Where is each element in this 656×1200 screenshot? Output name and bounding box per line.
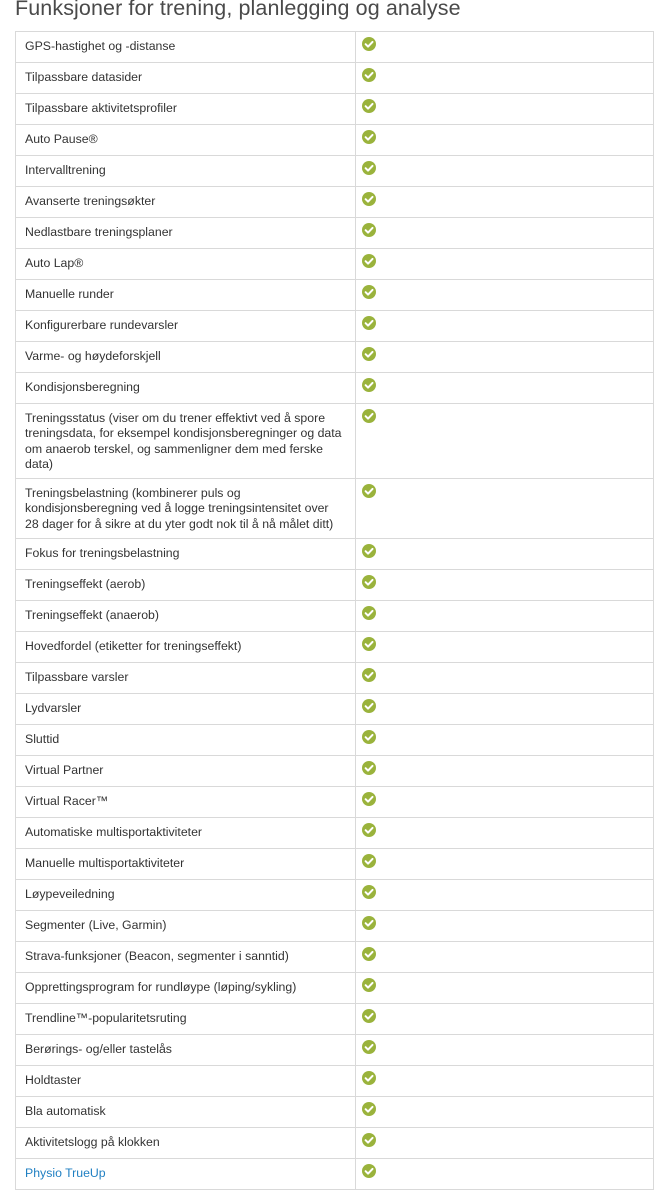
feature-name-cell (16, 570, 356, 601)
support-cell (356, 973, 654, 1004)
table-row (16, 601, 654, 632)
table-row (16, 632, 654, 663)
feature-label: Treningsbelastning (kombinerer puls og kondisjonsberegning ved å logge treningsintensitet over 28 dager for å sikre at du yter godt nok til å nå målet ditt) (25, 486, 334, 531)
feature-name-cell (16, 1128, 356, 1159)
feature-label: Sluttid (25, 732, 60, 747)
feature-name-cell (16, 880, 356, 911)
check-circle-icon (362, 823, 376, 837)
feature-label: Auto Lap® (25, 256, 84, 270)
support-cell (356, 1004, 654, 1035)
support-cell (356, 942, 654, 973)
feature-name-cell (16, 787, 356, 818)
check-circle-icon (362, 37, 376, 51)
support-cell (356, 125, 654, 156)
support-cell (356, 539, 654, 570)
feature-label: Konfigurerbare rundevarsler (25, 318, 179, 332)
feature-name-cell (16, 818, 356, 849)
table-row (16, 63, 654, 94)
feature-label: Aktivitetslogg på klokken (25, 1135, 160, 1150)
feature-label: Tilpassbare varsler (25, 670, 129, 685)
feature-label: Treningseffekt (aerob) (25, 577, 146, 592)
table-row (16, 787, 654, 818)
check-circle-icon (362, 916, 376, 930)
feature-label: Segmenter (Live, Garmin) (25, 918, 167, 933)
check-circle-icon (362, 1040, 376, 1054)
check-circle-icon (362, 192, 376, 206)
feature-label: Trendline™-popularitetsruting (25, 1011, 187, 1026)
check-circle-icon (362, 1102, 376, 1116)
check-circle-icon (362, 978, 376, 992)
feature-name-cell (16, 373, 356, 404)
table-row (16, 539, 654, 570)
feature-label: Kondisjonsberegning (25, 380, 140, 394)
check-circle-icon (362, 254, 376, 268)
feature-label: Bla automatisk (25, 1104, 106, 1119)
feature-label: Opprettingsprogram for rundløype (løping/sykling) (25, 980, 297, 995)
table-row (16, 911, 654, 942)
support-cell (356, 249, 654, 280)
support-cell (356, 1066, 654, 1097)
table-row (16, 756, 654, 787)
feature-link[interactable]: Physio TrueUp (25, 1166, 106, 1181)
feature-label: Hovedfordel (etiketter for treningseffekt) (25, 639, 242, 654)
support-cell (356, 187, 654, 218)
table-row (16, 94, 654, 125)
check-circle-icon (362, 947, 376, 961)
table-row (16, 725, 654, 756)
features-table-body (16, 32, 654, 1190)
feature-label: Tilpassbare aktivitetsprofiler (25, 101, 177, 115)
features-table (15, 31, 654, 1190)
feature-name-cell (16, 404, 356, 479)
feature-name-cell (16, 663, 356, 694)
support-cell (356, 756, 654, 787)
check-circle-icon (362, 606, 376, 620)
check-circle-icon (362, 68, 376, 82)
feature-label: Løypeveiledning (25, 887, 115, 902)
feature-name-cell (16, 94, 356, 125)
feature-name-cell (16, 280, 356, 311)
feature-name-cell (16, 973, 356, 1004)
feature-name-cell (16, 1004, 356, 1035)
check-circle-icon (362, 347, 376, 361)
check-circle-icon (362, 668, 376, 682)
support-cell (356, 632, 654, 663)
check-circle-icon (362, 854, 376, 868)
feature-name-cell (16, 725, 356, 756)
table-row (16, 1097, 654, 1128)
feature-name-cell (16, 942, 356, 973)
feature-name-cell (16, 1066, 356, 1097)
table-row (16, 880, 654, 911)
support-cell (356, 311, 654, 342)
check-circle-icon (362, 885, 376, 899)
table-row (16, 849, 654, 880)
support-cell (356, 787, 654, 818)
check-circle-icon (362, 544, 376, 558)
check-circle-icon (362, 699, 376, 713)
table-row (16, 1004, 654, 1035)
feature-link-cell (16, 1159, 356, 1190)
check-circle-icon (362, 637, 376, 651)
check-circle-icon (362, 1133, 376, 1147)
feature-label: Manuelle runder (25, 287, 114, 301)
feature-label: Auto Pause® (25, 132, 98, 146)
table-row (16, 280, 654, 311)
feature-name-cell (16, 694, 356, 725)
table-row (16, 818, 654, 849)
table-row (16, 373, 654, 404)
check-circle-icon (362, 792, 376, 806)
feature-name-cell (16, 342, 356, 373)
support-cell (356, 570, 654, 601)
table-row (16, 694, 654, 725)
table-row (16, 311, 654, 342)
feature-label: Berørings- og/eller tastelås (25, 1042, 172, 1057)
support-cell (356, 725, 654, 756)
section-title: Funksjoner for trening, planlegging og analyse (15, 0, 461, 20)
feature-name-cell (16, 479, 356, 539)
feature-name-cell (16, 125, 356, 156)
table-row (16, 973, 654, 1004)
feature-label: Lydvarsler (25, 701, 82, 716)
feature-name-cell (16, 63, 356, 94)
table-row (16, 663, 654, 694)
feature-label: Strava-funksjoner (Beacon, segmenter i sanntid) (25, 949, 289, 964)
support-cell (356, 663, 654, 694)
feature-label: Virtual Partner (25, 763, 104, 778)
support-cell (356, 849, 654, 880)
support-cell (356, 1128, 654, 1159)
support-cell (356, 880, 654, 911)
check-circle-icon (362, 378, 376, 392)
feature-name-cell (16, 218, 356, 249)
feature-label: Fokus for treningsbelastning (25, 546, 180, 561)
table-row (16, 187, 654, 218)
feature-name-cell (16, 911, 356, 942)
table-row (16, 218, 654, 249)
support-cell (356, 373, 654, 404)
support-cell (356, 1159, 654, 1190)
support-cell (356, 1097, 654, 1128)
check-circle-icon (362, 484, 376, 498)
feature-label: Nedlastbare treningsplaner (25, 225, 173, 239)
table-row (16, 570, 654, 601)
support-cell (356, 63, 654, 94)
feature-name-cell (16, 849, 356, 880)
support-cell (356, 479, 654, 539)
check-circle-icon (362, 575, 376, 589)
table-row (16, 942, 654, 973)
feature-name-cell (16, 156, 356, 187)
table-row (16, 1159, 654, 1190)
check-circle-icon (362, 223, 376, 237)
table-row (16, 125, 654, 156)
support-cell (356, 280, 654, 311)
check-circle-icon (362, 130, 376, 144)
support-cell (356, 694, 654, 725)
check-circle-icon (362, 99, 376, 113)
check-circle-icon (362, 1164, 376, 1178)
support-cell (356, 1035, 654, 1066)
support-cell (356, 818, 654, 849)
table-row (16, 32, 654, 63)
feature-name-cell (16, 187, 356, 218)
table-row (16, 1128, 654, 1159)
check-circle-icon (362, 161, 376, 175)
check-circle-icon (362, 409, 376, 423)
support-cell (356, 601, 654, 632)
feature-name-cell (16, 632, 356, 663)
feature-name-cell (16, 32, 356, 63)
support-cell (356, 218, 654, 249)
feature-name-cell (16, 756, 356, 787)
feature-label: Varme- og høydeforskjell (25, 349, 161, 363)
table-row (16, 1035, 654, 1066)
check-circle-icon (362, 1071, 376, 1085)
feature-name-cell (16, 1097, 356, 1128)
table-row (16, 1066, 654, 1097)
support-cell (356, 342, 654, 373)
feature-name-cell (16, 249, 356, 280)
feature-label: Automatiske multisportaktiviteter (25, 825, 203, 840)
feature-label: Intervalltrening (25, 163, 106, 177)
check-circle-icon (362, 761, 376, 775)
feature-label: Treningsstatus (viser om du trener effektivt ved å spore treningsdata, for eksempel kondisjonsberegninger og data om anaerob terskel, og sammenligner dem med ferske data) (25, 411, 342, 471)
table-row (16, 404, 654, 479)
table-row (16, 156, 654, 187)
feature-label: Treningseffekt (anaerob) (25, 608, 159, 623)
support-cell (356, 156, 654, 187)
feature-name-cell (16, 311, 356, 342)
check-circle-icon (362, 285, 376, 299)
feature-label: Holdtaster (25, 1073, 82, 1088)
feature-label: Manuelle multisportaktiviteter (25, 856, 185, 871)
table-row (16, 479, 654, 539)
check-circle-icon (362, 1009, 376, 1023)
feature-name-cell (16, 539, 356, 570)
check-circle-icon (362, 316, 376, 330)
feature-label: Virtual Racer™ (25, 794, 109, 809)
feature-label: Tilpassbare datasider (25, 70, 143, 84)
support-cell (356, 32, 654, 63)
support-cell (356, 94, 654, 125)
feature-name-cell (16, 1035, 356, 1066)
feature-label: Avanserte treningsøkter (25, 194, 156, 208)
support-cell (356, 911, 654, 942)
table-row (16, 249, 654, 280)
feature-name-cell (16, 601, 356, 632)
feature-label: GPS-hastighet og -distanse (25, 39, 176, 53)
check-circle-icon (362, 730, 376, 744)
support-cell (356, 404, 654, 479)
table-row (16, 342, 654, 373)
